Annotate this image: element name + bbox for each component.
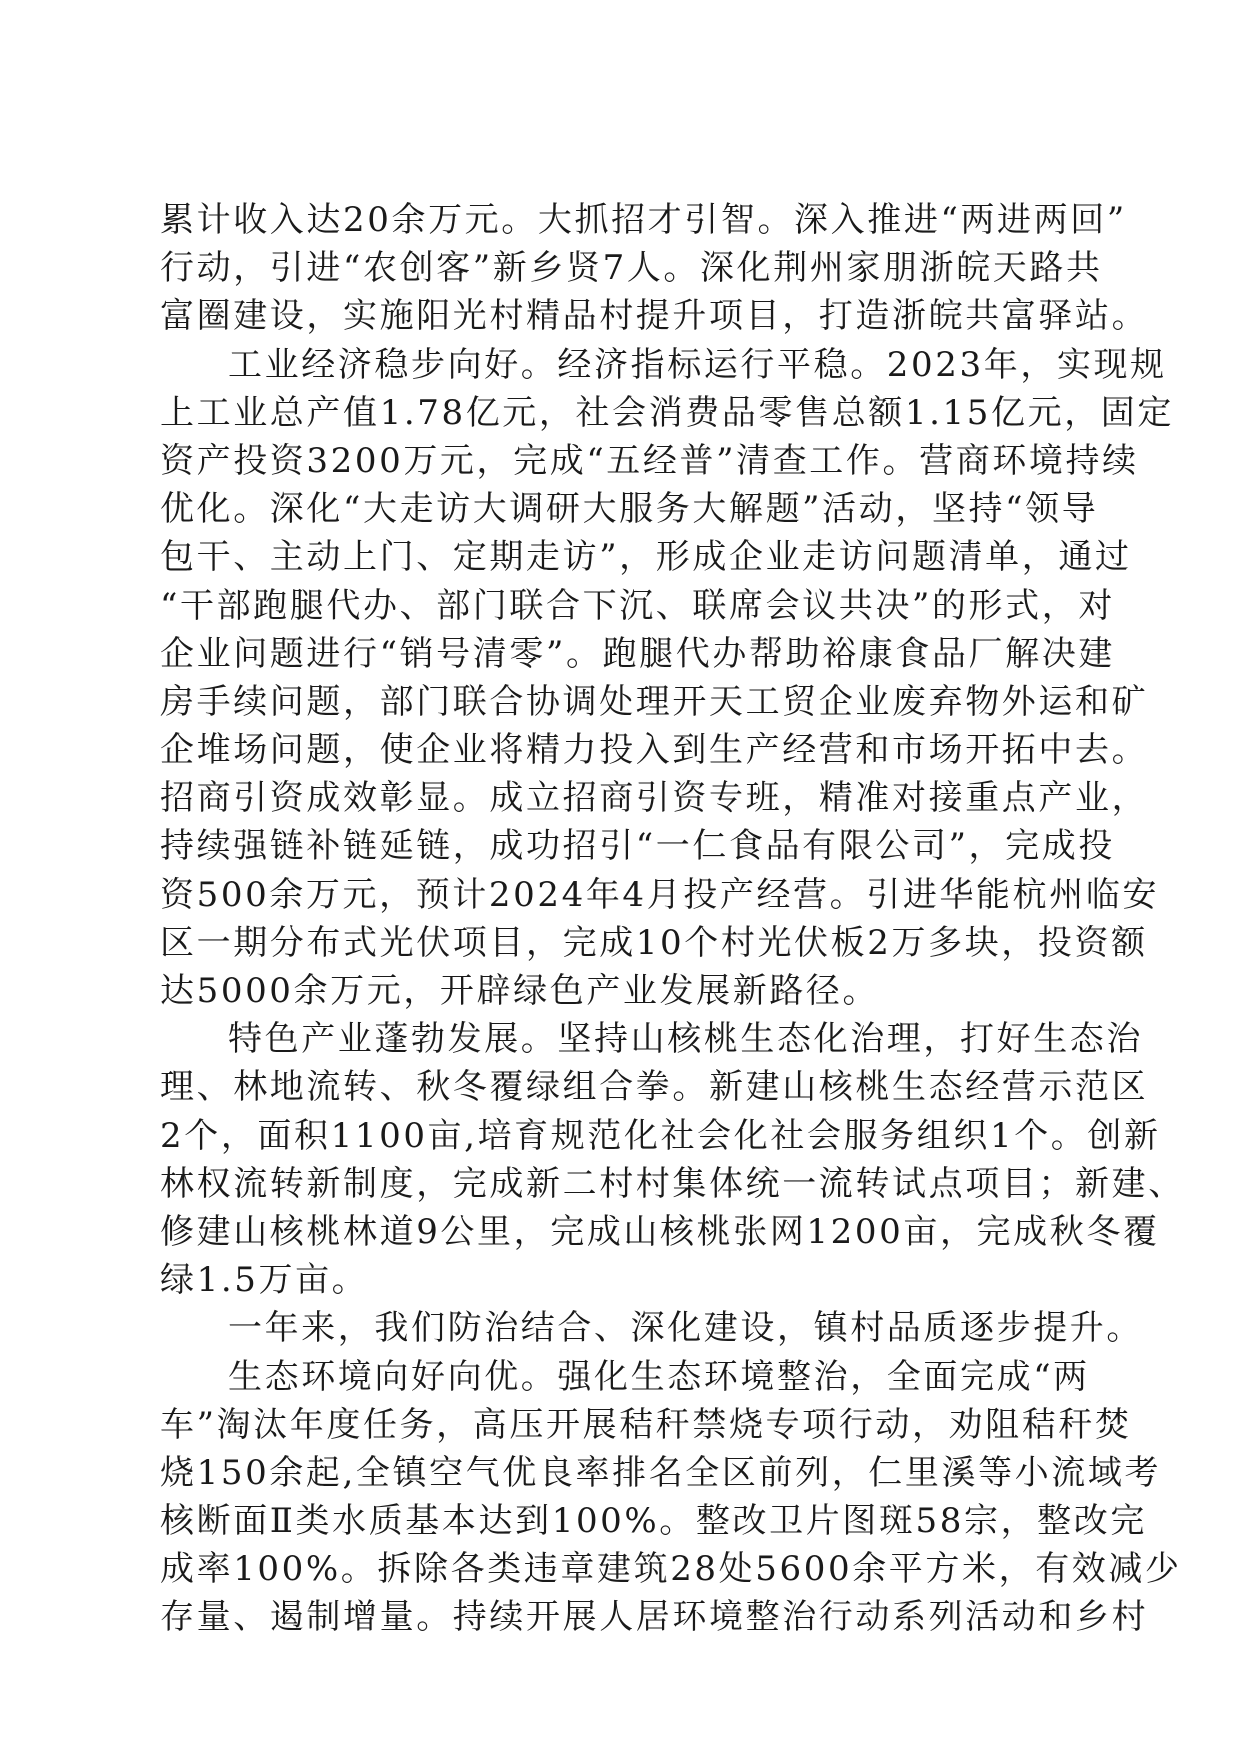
text-line: 企业问题进行“销号清零”。跑腿代办帮助裕康食品厂解决建 bbox=[160, 633, 1115, 674]
text-line: 上工业总产值1.78亿元，社会消费品零售总额1.15亿元，固定 bbox=[160, 392, 1175, 433]
text-line: 区一期分布式光伏项目，完成10个村光伏板2万多块，投资额 bbox=[160, 922, 1148, 963]
text-line: 修建山核桃林道9公里，完成山核桃张网1200亩，完成秋冬覆 bbox=[160, 1211, 1160, 1252]
text-line: 房手续问题，部门联合协调处理开天工贸企业废弃物外运和矿 bbox=[160, 681, 1149, 722]
text-line: 核断面Ⅱ类水质基本达到100%。整改卫片图斑58宗，整改完 bbox=[160, 1501, 1147, 1542]
text-line: 资产投资3200万元，完成“五经普”清查工作。营商环境持续 bbox=[160, 440, 1139, 481]
text-line: 招商引资成效彰显。成立招商引资专班，精准对接重点产业， bbox=[160, 778, 1149, 819]
text-line: 行动，引进“农创客”新乡贤7人。深化荆州家朋浙皖天路共 bbox=[160, 248, 1103, 289]
text-line: 资500余万元，预计2024年4月投产经营。引进华能杭州临安 bbox=[160, 874, 1160, 915]
text-line: 达5000余万元，开辟绿色产业发展新路径。 bbox=[160, 971, 880, 1011]
text-line: 包干、主动上门、定期走访”，形成企业走访问题清单，通过 bbox=[160, 537, 1132, 578]
text-line: 累计收入达20余万元。大抓招才引智。深入推进“两进两回” bbox=[160, 200, 1127, 240]
text-line: 车”淘汰年度任务，高压开展秸秆禁烧专项行动，劝阻秸秆焚 bbox=[160, 1404, 1132, 1445]
text-line: 优化。深化“大走访大调研大服务大解题”活动，坚持“领导 bbox=[160, 489, 1099, 530]
text-line: 理、林地流转、秋冬覆绿组合拳。新建山核桃生态经营示范区 bbox=[160, 1067, 1149, 1108]
text-line: 一年来，我们防治结合、深化建设，镇村品质逐步提升。 bbox=[228, 1308, 1143, 1349]
text-line: 生态环境向好向优。强化生态环境整治，全面完成“两 bbox=[228, 1356, 1090, 1397]
document-body bbox=[160, 196, 1185, 1642]
text-line: “干部跑腿代办、部门联合下沉、联席会议共决”的形式，对 bbox=[160, 585, 1115, 626]
text-line: 存量、遏制增量。持续开展人居环境整治行动系列活动和乡村 bbox=[160, 1597, 1149, 1638]
text-line: 绿1.5万亩。 bbox=[160, 1260, 369, 1301]
text-line: 成率100%。拆除各类违章建筑28处5600余平方米，有效减少 bbox=[160, 1549, 1182, 1590]
text-line: 持续强链补链延链，成功招引“一仁食品有限公司”，完成投 bbox=[160, 826, 1115, 867]
text-line: 企堆场问题，使企业将精力投入到生产经营和市场开拓中去。 bbox=[160, 730, 1149, 771]
text-line: 烧150余起,全镇空气优良率排名全区前列，仁里溪等小流域考 bbox=[160, 1452, 1162, 1493]
text-line: 富圈建设，实施阳光村精品村提升项目，打造浙皖共富驿站。 bbox=[160, 296, 1149, 337]
text-line: 林权流转新制度，完成新二村村集体统一流转试点项目；新建、 bbox=[160, 1163, 1185, 1204]
text-line: 2个，面积1100亩,培育规范化社会化社会服务组织1个。创新 bbox=[160, 1115, 1161, 1156]
text-line: 特色产业蓬勃发展。坚持山核桃生态化治理，打好生态治 bbox=[228, 1019, 1143, 1060]
text-line: 工业经济稳步向好。经济指标运行平稳。2023年，实现规 bbox=[228, 344, 1167, 385]
